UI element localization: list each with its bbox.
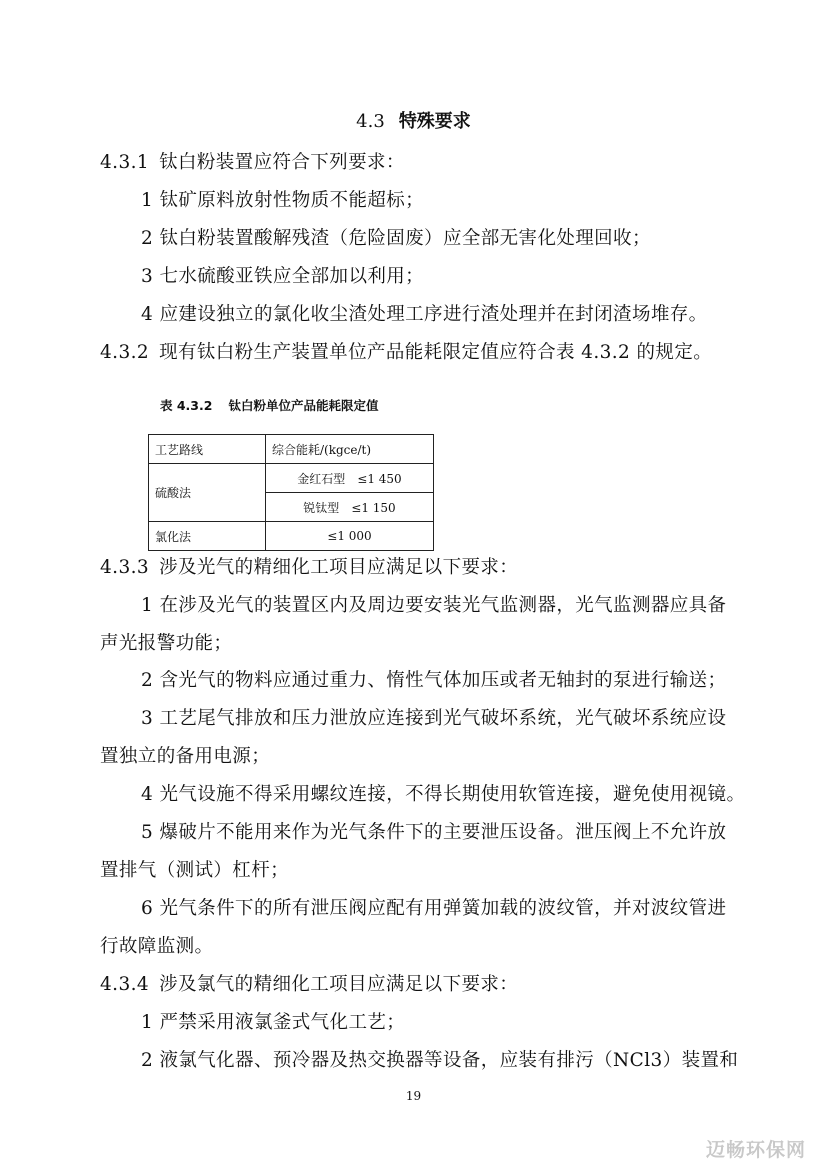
clause-number: 4.3.3 [100, 557, 150, 578]
table-header-cell: 工艺路线 [149, 435, 266, 464]
table-caption [160, 397, 378, 415]
list-item: 2 钛白粉装置酸解残渣（危险固废）应全部无害化处理回收； [141, 228, 651, 249]
paragraph-line: 3 工艺尾气排放和压力泄放应连接到光气破坏系统，光气破坏系统应设 [141, 708, 727, 729]
clause-number: 4.3.2 [100, 342, 150, 363]
clause-text: 现有钛白粉生产装置单位产品能耗限定值应符合表 4.3.2 的规定。 [159, 342, 713, 363]
list-item: 1 钛矿原料放射性物质不能超标； [141, 190, 425, 211]
clause-4-3-3 [100, 556, 518, 580]
paragraph-line: 1 严禁采用液氯釜式气化工艺； [141, 1012, 406, 1033]
table-cell-route: 氯化法 [149, 522, 266, 551]
table-cell-value: 锐钛型 ≤1 150 [266, 493, 434, 522]
list-item: 3 七水硫酸亚铁应全部加以利用； [141, 266, 425, 287]
watermark-logo-text: 迈畅环保网 [706, 1139, 807, 1161]
page-number: 19 [405, 1089, 422, 1103]
table-row [149, 522, 434, 551]
clause-4-3-2 [100, 341, 712, 365]
table-caption-number: 表 4.3.2 [160, 398, 213, 413]
paragraph-line: 声光报警功能； [100, 633, 233, 654]
table-cell-route: 硫酸法 [149, 464, 266, 522]
clause-4-3-1 [100, 151, 405, 175]
paragraph-line: 5 爆破片不能用来作为光气条件下的主要泄压设备。泄压阀上不允许放 [141, 822, 727, 843]
section-title [0, 110, 827, 134]
clause-4-3-4 [100, 973, 518, 997]
table-caption-title: 钛白粉单位产品能耗限定值 [228, 398, 379, 413]
section-title-text: 特殊要求 [398, 111, 471, 132]
energy-limit-table [148, 434, 434, 551]
table-header-cell: 综合能耗/(kgce/t) [266, 435, 434, 464]
section-number: 4.3 [356, 111, 385, 132]
paragraph-line: 置独立的备用电源； [100, 746, 271, 767]
table-row [149, 464, 434, 493]
clause-text: 涉及氯气的精细化工项目应满足以下要求： [159, 974, 519, 995]
clause-text: 钛白粉装置应符合下列要求： [159, 152, 405, 173]
paragraph-line: 置排气（测试）杠杆； [100, 860, 290, 881]
table-cell-value: 金红石型 ≤1 450 [266, 464, 434, 493]
paragraph-line: 6 光气条件下的所有泄压阀应配有用弹簧加载的波纹管，并对波纹管进 [141, 898, 727, 919]
list-item: 4 应建设独立的氯化收尘渣处理工序进行渣处理并在封闭渣场堆存。 [141, 304, 708, 325]
clause-number: 4.3.1 [100, 152, 150, 173]
clause-number: 4.3.4 [100, 974, 150, 995]
paragraph-line: 2 液氯气化器、预冷器及热交换器等设备，应装有排污（NCl3）装置和 [141, 1050, 739, 1071]
table-cell-value: ≤1 000 [266, 522, 434, 551]
clause-text: 涉及光气的精细化工项目应满足以下要求： [159, 557, 519, 578]
paragraph-line: 行故障监测。 [100, 936, 214, 957]
paragraph-line: 4 光气设施不得采用螺纹连接，不得长期使用软管连接，避免使用视镜。 [141, 784, 746, 805]
paragraph-line: 1 在涉及光气的装置区内及周边要安装光气监测器，光气监测器应具备 [141, 595, 727, 616]
paragraph-line: 2 含光气的物料应通过重力、惰性气体加压或者无轴封的泵进行输送； [141, 670, 727, 691]
table-header-row [149, 435, 434, 464]
